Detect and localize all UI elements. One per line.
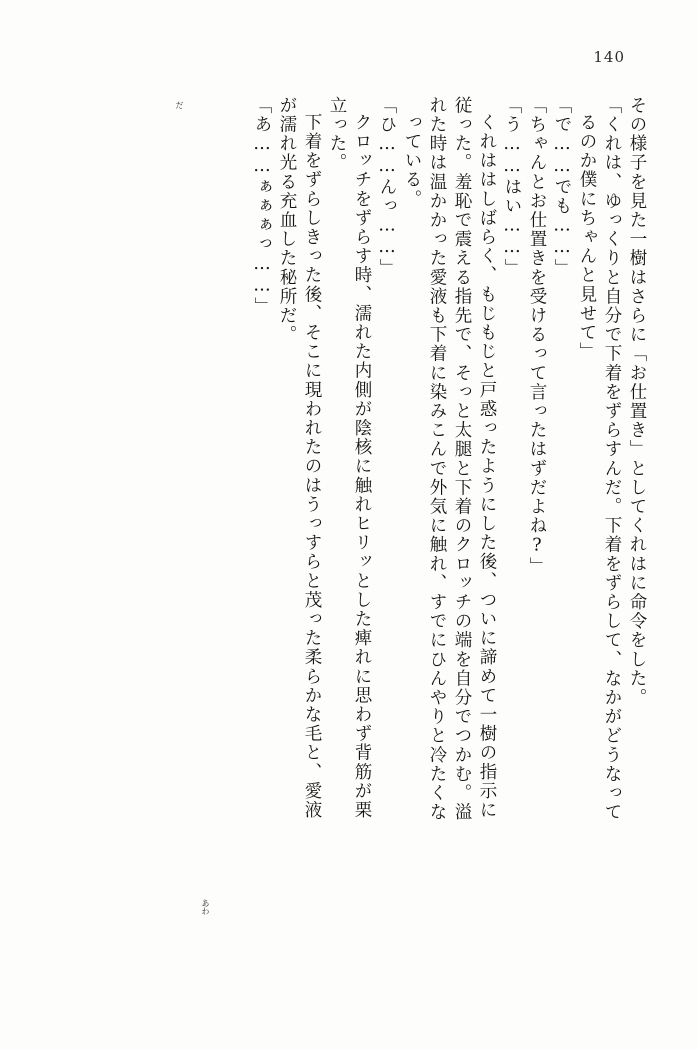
text-line: 「う……はい……」 — [502, 96, 522, 278]
text-line: るのか僕にちゃんと見せて」 — [577, 113, 597, 362]
ruby-annotation-awa: あわ — [201, 899, 210, 915]
text-line: が濡れ光る充血した秘所だ。 — [277, 96, 297, 345]
text-line: その様子を見た一樹はさらに「お仕置き」としてくれはに命令をした。 — [627, 96, 647, 708]
text-line: れた時は温かかった愛液も下着に染みこんで外気に触れ、すでにひんやりと冷たくな — [427, 96, 447, 822]
text-line: 立った。 — [327, 96, 347, 173]
text-line: 「くれは、ゆっくりと自分で下着をずらすんだ。下着をずらして、なかがどうなって — [602, 96, 622, 822]
text-line: 「ひ……んっ……」 — [377, 96, 397, 278]
vertical-text-body — [46, 96, 645, 1010]
text-line: くれははしばらく、もじもじと戸惑ったようにした後、ついに諦めて一樹の指示に — [477, 113, 497, 820]
text-line: 「ちゃんとお仕置きを受けるって言ったはずだよね?」 — [527, 96, 547, 576]
text-line: 下着をずらしきった後、そこに現われたのはうっすらと茂った柔らかな毛と、愛液 — [302, 113, 322, 820]
text-line: 「あ……ぁぁぁっ……」 — [252, 96, 272, 317]
page-number: 140 — [593, 48, 625, 66]
ruby-annotation-tatta: だ — [175, 101, 184, 109]
text-line: 「で……でも……」 — [552, 96, 572, 278]
text-line: 従った。羞恥で震える指先で、そっと太腿と下着のクロッチの端を自分でつかむ。溢 — [452, 96, 472, 822]
text-line: クロッチをずらす時、濡れた内側が陰核に触れヒリッとした痺れに思わず背筋が栗 — [352, 113, 372, 820]
text-line: っている。 — [402, 113, 422, 209]
